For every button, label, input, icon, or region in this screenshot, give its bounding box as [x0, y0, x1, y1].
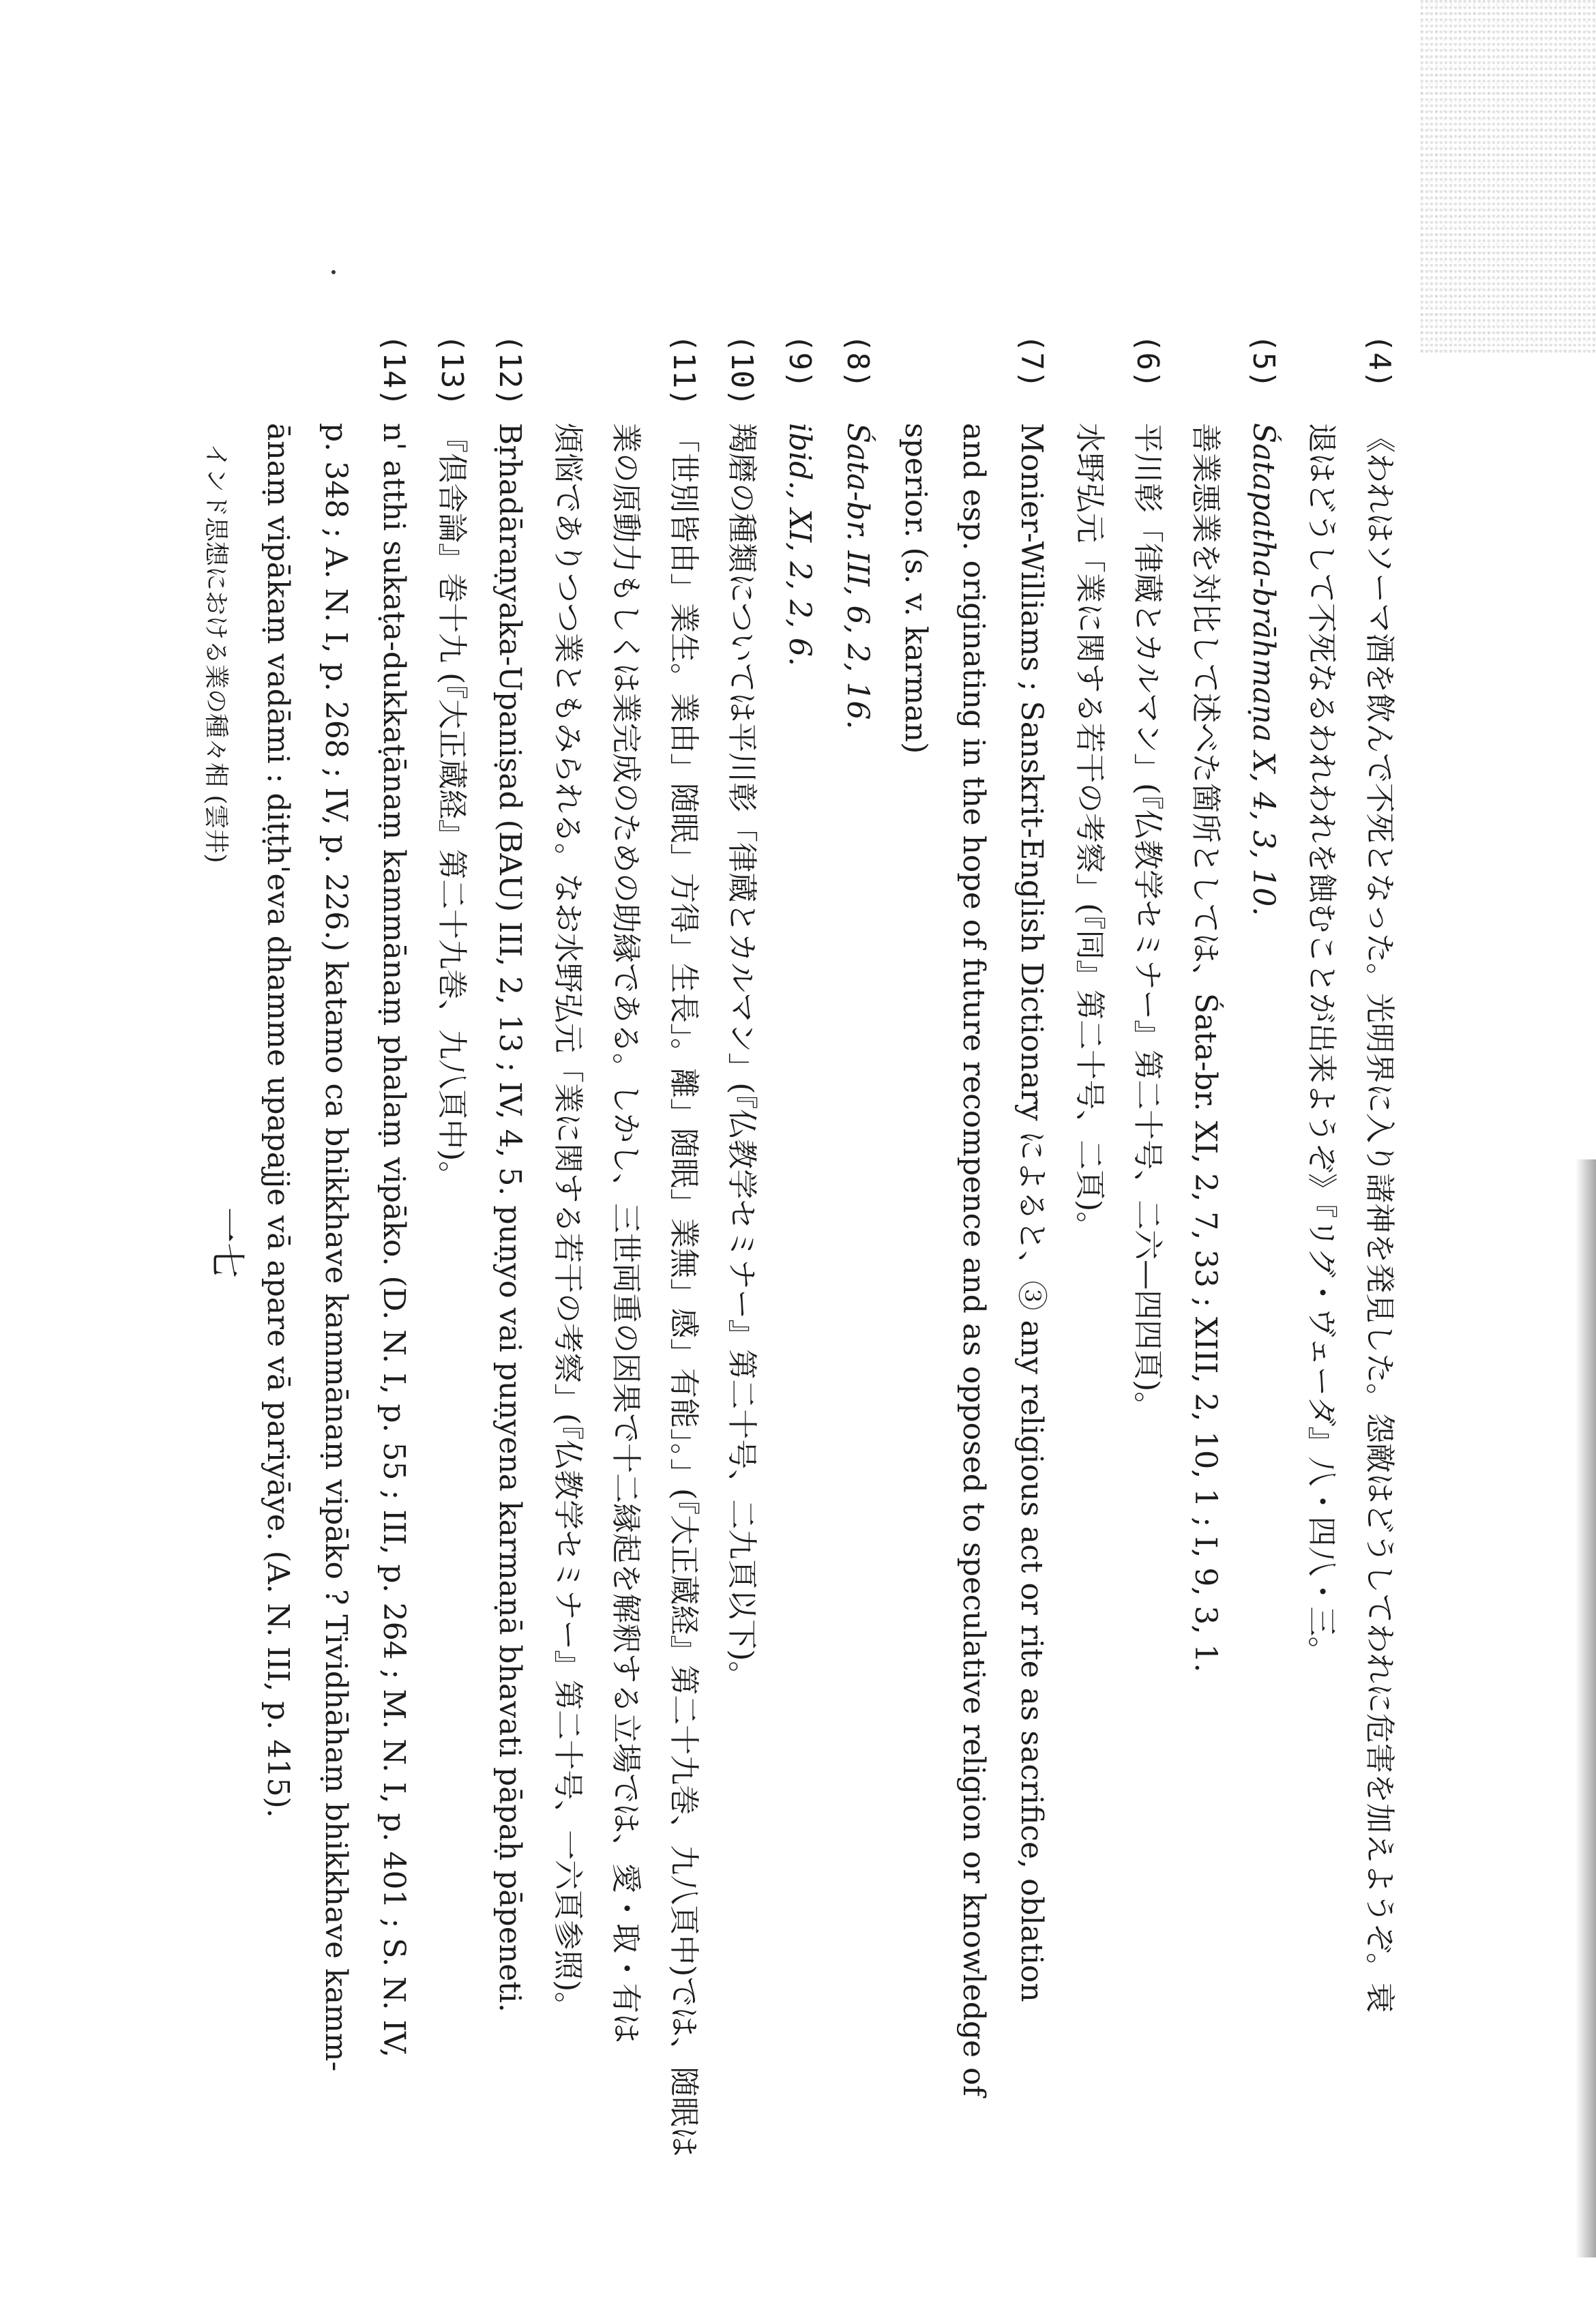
note-text: ānaṃ vipākaṃ vadāmi : diṭṭh'eva dhamme upapajje vā apare vā pariyāye. (A. N. III, p. 415). [261, 423, 295, 1818]
scan-speck [331, 270, 336, 274]
note-number: (10) [724, 334, 759, 406]
note-9 [760, 334, 818, 2312]
page-edge-shadow [1576, 1159, 1596, 2257]
note-14 [239, 334, 413, 2312]
note-text: 業の原動力もしくは業完成のための助縁である。しかし、三世両重の因果で十二縁起を解釈する立場では、愛・取・有は [608, 423, 643, 2043]
note-8 [818, 334, 876, 2312]
note-text: 煩悩でありつつ業ともみられる。なお水野弘元「業に関する若干の考察」(『仏教学セミナー』第二十号、一六頁参照)。 [550, 423, 585, 2022]
note-7 [876, 334, 1050, 2312]
note-text: 水野弘元「業に関する若干の考察」(『同』第二十号、二頁)。 [1072, 423, 1107, 1242]
note-number: (14) [376, 334, 411, 406]
note-number: (7) [1014, 334, 1049, 389]
note-text: ibid., XI, 2, 2, 6. [782, 423, 817, 667]
running-footer: インド思想における業の種々相 (雲井) [202, 443, 230, 863]
note-number: (13) [434, 334, 469, 406]
note-text: Śata-br. III, 6, 2, 16. [840, 423, 875, 730]
note-text: and esp. originating in the hope of future recompence and as opposed to speculative religion or knowledge of [956, 423, 991, 2096]
note-number: (6) [1130, 334, 1165, 389]
note-text: 退はどうして不死なるわれわれを蝕むことが出来ようぞ》『リグ・ヴェーダ』八・四八・三。 [1304, 423, 1339, 1667]
note-13 [413, 334, 471, 2312]
note-text: 羯磨の種類については平川彰「律蔵とカルマン」(『仏教学セミナー』第二十号、二九頁以下)。 [724, 423, 759, 1691]
note-text: Bṛhadāraṇyaka-Upaniṣad (BAU) III, 2, 13 ; IV, 4, 5. puṇyo vai puṇyena karmaṇā bhavati pāpaḥ pāpeneti. [492, 423, 527, 2013]
note-number: (4) [1362, 334, 1397, 389]
note-text: 《われはソーマ酒を飲んで不死となった。光明界に入り諸神を発見した。怨敵はどうしてわれに危害を加えようぞ。衰 [1362, 423, 1397, 2013]
note-text: n' atthi sukaṭa-dukkaṭānaṃ kammānaṃ phalaṃ vipāko. (D. N. I, p. 55 ; III, p. 264 ; M. N. I, p. 401 ; S. N. IV, [376, 423, 411, 2058]
note-5 [1166, 334, 1282, 2312]
note-number: (8) [840, 334, 875, 389]
note-text: Śatapatha-brāhmaṇa X, 4, 3, 10. [1246, 423, 1281, 917]
page-number: 一七 [206, 1207, 247, 1279]
note-text: sperior. (s. v. karman) [898, 423, 933, 754]
note-number: (11) [666, 334, 701, 406]
note-12 [471, 334, 529, 2312]
note-text: Monier-Williams ; Sanskrit-English Dictionary によると、③ any religious act or rite as sacrifice, oblation [1014, 423, 1049, 2002]
note-text: 平川彰「律蔵とカルマン」(『仏教学セミナー』第二十号、二六—四四頁)。 [1130, 423, 1165, 1422]
note-number: (5) [1246, 334, 1281, 389]
note-11 [529, 334, 703, 2312]
note-text: 「世別皆由」業生。業由」随眠」方得」生長」。離」随眠」業無」感」有能」。」(『大正蔵経』第二十九巻、九八頁中)では、随眠は [666, 423, 701, 2157]
rotated-page-content [202, 334, 1398, 2312]
note-10 [703, 334, 760, 2312]
note-text: p. 348 ; A. N. I, p. 268 ; IV, p. 226.) katamo ca bhikkhave kammānaṃ vipāko ? Tividhāhaṃ bhikkhave kamm- [319, 423, 353, 2072]
note-number: (9) [782, 334, 817, 389]
note-4 [1282, 334, 1398, 2312]
note-6 [1050, 334, 1166, 2312]
scan-noise [1419, 0, 1596, 355]
note-number: (12) [492, 334, 527, 406]
notes-list [239, 334, 1398, 2312]
note-text: 『倶舎論』巻十九 (『大正蔵経』第二十九巻、九八頁中)。 [434, 423, 469, 1191]
note-text: 善業悪業を対比して述べた箇所としては、Śata-br. XI, 2, 7, 33 ; XIII, 2, 10, 1 ; I, 9, 3, 1. [1188, 423, 1223, 1673]
